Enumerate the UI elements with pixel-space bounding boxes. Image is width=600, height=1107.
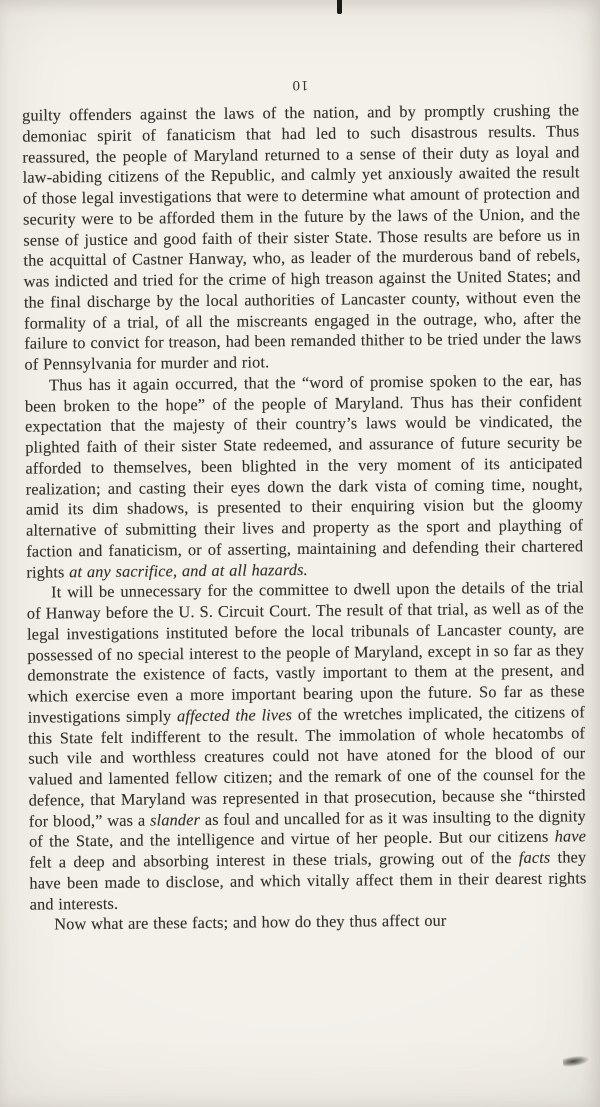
italic-text-segment: affected the lives: [176, 704, 293, 725]
paragraph: [27, 578, 587, 915]
text-segment: Now what are these facts; and how do they thus affect our: [54, 910, 447, 934]
italic-text-segment: at any sacrifice, and at all hazards.: [69, 559, 308, 581]
text-segment: It will be unnecessary for the committee to dwell upon the details of the trial of Hanway before the U. S. Circuit Court. The result of that trial, as well as of the legal investigations instituted before the local tribunals of Lancaster county, are possessed of no special interest to the people of Maryland, except in so far as they demonstrate the existence of facts, vastly important to them at the present, and which exercise even a more important bearing upon the future. So far as these investigations simply: [26, 577, 585, 727]
text-segment: of the wretches implicated, the citizens of this State felt indifferent to the result. The immolation of whole hecatombs of such vile and worthless creatures could not have atoned for the blood of our valued and lamented fellow citizen; and the remark of one of the counsel for the defence, that Maryland was represented in that prosecution, because she “thirsted for blood,” was a: [27, 702, 586, 831]
italic-text-segment: facts: [518, 847, 551, 867]
scan-artifact-top-mark: [337, 0, 342, 14]
italic-text-segment: have: [554, 826, 587, 846]
italic-text-segment: slander: [150, 809, 201, 829]
text-segment: as foul and uncalled for as it was insulting to the dignity of the State, and the intelligence and virtue of her people. But our citizens: [28, 805, 586, 851]
text-segment: Thus has it again occurred, that the “word of promise spoken to the ear, has been broken to the hope” of the people of Maryland. Thus has their confident expectation that the majesty of their country’s laws would be vindicated, the plighted faith of their sister State redeemed, and assurance of future security be afforded to themselves, been blighted in the very moment of its anticipated realization; and casting their eyes down the dark vista of coming time, nought, amid its dim shadows, is presented to their enquiring vision but the gloomy alternative of submitting their lives and property as the sport and plaything of faction and fanaticism, or of asserting, maintaining and defending their chartered rights: [24, 370, 584, 582]
text-segment: felt a deep and absorbing interest in these trials, growing out of the: [29, 847, 519, 872]
text-segment: they have been made to disclose, and which vitally affect them in their dearest rights and interests.: [29, 847, 587, 914]
paragraph: [22, 100, 582, 375]
page-number: 10: [291, 77, 309, 93]
page-body-text: [22, 100, 587, 935]
paragraph: [25, 370, 584, 583]
paragraph: [30, 910, 587, 936]
text-segment: guilty offenders against the laws of the nation, and by promptly crushing the demoniac spirit of fanaticism that had led to such disastrous results. Thus reassured, the people of Maryland returned to a sense of their duty as loyal and law-abiding citizens of the Republic, and calmly yet anxiously awaited the result of those legal investigations that were to determine what amount of protection and security were to be afforded them in the future by the laws of the Union, and the sense of justice and good faith of their sister State. Those results are before us in the acquittal of Castner Hanway, who, as leader of the murderous band of rebels, was indicted and tried for the crime of high treason against the United States; and the final discharge by the local authorities of Lancaster county, without even the formality of a trial, of all the miscreants engaged in the outrage, who, after the failure to convict for treason, had been remanded thither to be tried under the laws of Pennsylvania for murder and riot.: [22, 100, 582, 374]
scan-artifact-bottom-smudge: [562, 1054, 589, 1068]
